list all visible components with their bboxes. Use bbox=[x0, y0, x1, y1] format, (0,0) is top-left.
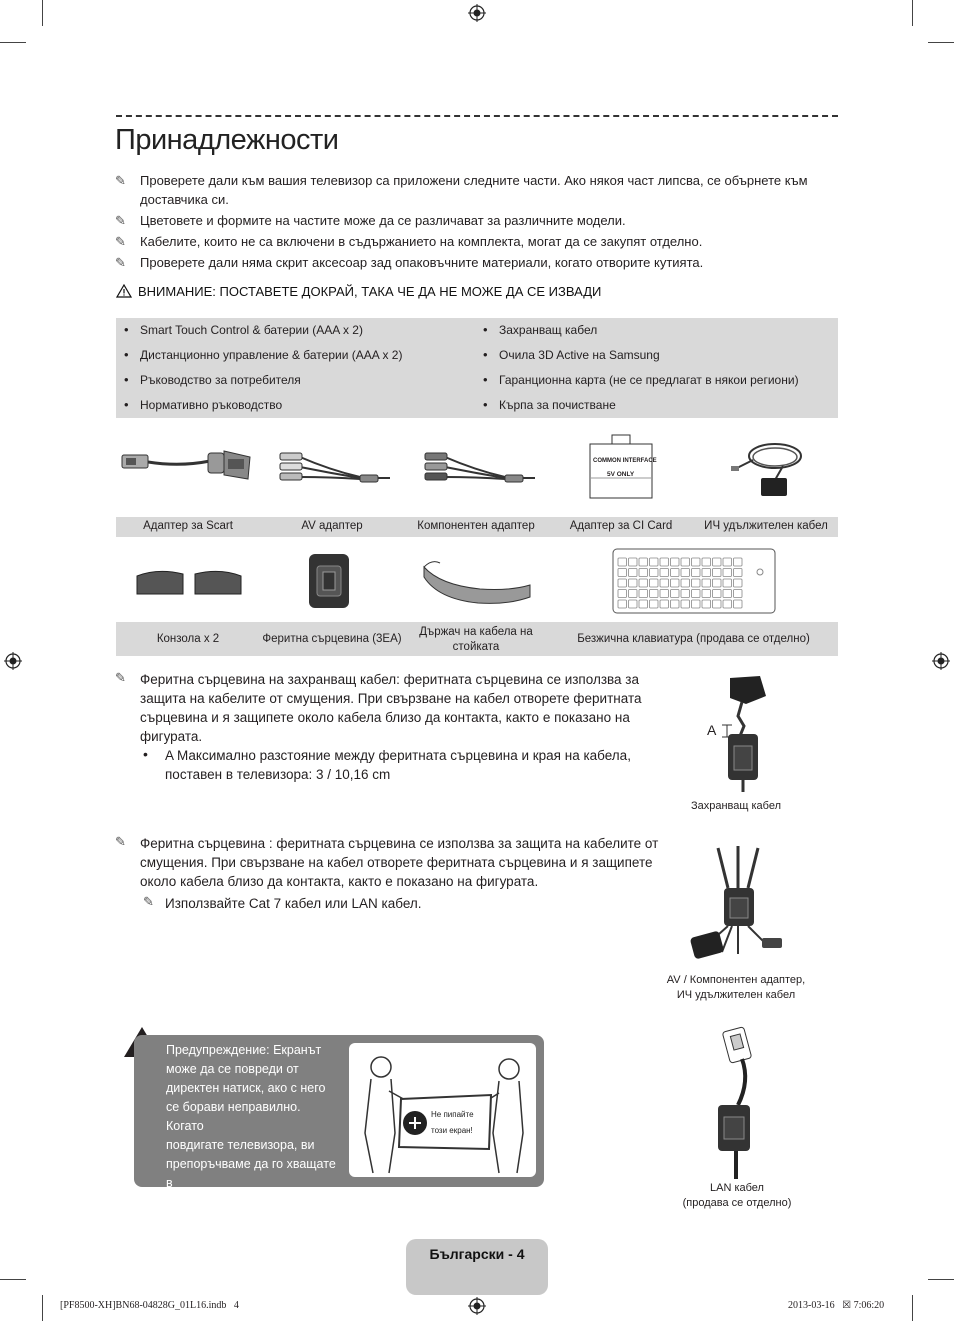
caption-component: Компонентен адаптер bbox=[417, 520, 535, 532]
registration-mark-icon bbox=[468, 1297, 486, 1315]
caption-ci-card: Адаптер за CI Card bbox=[569, 520, 673, 532]
bullet-icon: • bbox=[143, 746, 148, 762]
tv-handling-illustration bbox=[349, 1043, 536, 1177]
list-item: • Очила 3D Active на Samsung bbox=[499, 348, 660, 362]
figure-caption: (продава се отделно) bbox=[682, 1197, 792, 1209]
note-text: Цветовете и формите на частите може да се различават за различните модели. bbox=[140, 213, 626, 228]
caption-av: AV адаптер bbox=[301, 520, 363, 532]
dimension-marker bbox=[720, 724, 734, 738]
caption-bracket: Конзола x 2 bbox=[156, 633, 220, 645]
list-item: • Гаранционна карта (не се предлагат в някои региони) bbox=[499, 373, 799, 387]
crop-mark bbox=[928, 1279, 954, 1280]
page-number: Български - 4 bbox=[429, 1246, 525, 1262]
screen-warning-text: този екран! bbox=[431, 1126, 473, 1135]
ferrite-distance-text bbox=[165, 746, 631, 784]
list-item: • Кърпа за почистване bbox=[499, 398, 616, 412]
warning-line: се борави неправилно. Когато bbox=[166, 1100, 301, 1133]
ci-card-outline bbox=[588, 434, 654, 500]
pen-note-icon: ✎ bbox=[115, 234, 126, 249]
paragraph-line: Феритна сърцевина на захранващ кабел: феритната сърцевина се използва за bbox=[140, 672, 639, 687]
paragraph-line: сърцевина и я защипете около кабела близо да контакта, както е показано на bbox=[140, 710, 630, 725]
crop-mark bbox=[912, 0, 913, 26]
paragraph-line: смущения. При свързване на кабел отворете феритната сърцевина и я защипете bbox=[140, 855, 653, 870]
note-text: Проверете дали към вашия телевизор са приложени следните части. Ако някоя част липсва, се обърнете към bbox=[140, 173, 808, 188]
caption-ir-cable: ИЧ удължителен кабел bbox=[704, 520, 828, 532]
ferrite-core-image bbox=[305, 550, 353, 610]
cat7-note: Използвайте Cat 7 кабел или LAN кабел. bbox=[165, 896, 422, 911]
pen-note-icon: ✎ bbox=[115, 834, 126, 849]
caption-holder: Държач на кабела на bbox=[419, 626, 533, 638]
paragraph-line: A Максимално разстояние между феритната сърцевина и края на кабела, bbox=[165, 748, 631, 763]
warning-text bbox=[166, 1041, 338, 1212]
ferrite-av-text bbox=[140, 834, 658, 891]
bracket-image bbox=[133, 568, 245, 598]
caution-line bbox=[116, 284, 601, 299]
crop-mark bbox=[42, 1295, 43, 1321]
ci-card-adapter-image bbox=[588, 434, 657, 500]
note-text: Кабелите, които не са включени в съдържанието на комплекта, могат да се закупят отделно. bbox=[140, 234, 703, 249]
ci-card-label: COMMON INTERFACE bbox=[593, 458, 657, 464]
warning-triangle-icon bbox=[116, 284, 132, 298]
ferrite-power-text bbox=[140, 670, 642, 746]
note-text: доставчика си. bbox=[140, 192, 229, 207]
warning-line bbox=[166, 1041, 338, 1060]
note-item bbox=[115, 253, 815, 272]
registration-mark-icon bbox=[468, 4, 486, 22]
paragraph-line: Феритна сърцевина : феритната сърцевина се използва за защита на кабелите от bbox=[140, 836, 659, 851]
warning-line: повдигате телевизора, ви bbox=[166, 1138, 315, 1152]
screen-warning-text: Не пипайте bbox=[431, 1110, 474, 1119]
warning-box bbox=[134, 1035, 544, 1209]
caption-ferrite: Феритна сърцевина (3EA) bbox=[262, 633, 402, 645]
accessories-list-box bbox=[116, 318, 838, 418]
list-item: • Захранващ кабел bbox=[499, 323, 597, 337]
ir-extender-cable-image bbox=[725, 436, 805, 504]
warning-line: краищата, както е показно. bbox=[166, 1195, 323, 1209]
figure-caption: Захранващ кабел bbox=[690, 800, 782, 812]
cable-holder-image bbox=[420, 555, 535, 610]
warning-line: може да се повреди от bbox=[166, 1062, 299, 1076]
figure-caption: LAN кабел bbox=[710, 1182, 764, 1194]
wireless-keyboard-image bbox=[612, 548, 777, 614]
paragraph-line: фигурата. bbox=[140, 729, 203, 744]
note-item bbox=[115, 211, 815, 230]
paragraph-line: поставен в телевизора: 3 / 10,16 cm bbox=[165, 767, 391, 782]
crop-mark bbox=[0, 42, 26, 43]
lan-cable-ferrite-image bbox=[712, 1025, 762, 1179]
registration-mark-icon bbox=[932, 652, 950, 670]
warning-line: директен натиск, ако с него bbox=[166, 1081, 326, 1095]
note-item bbox=[115, 232, 815, 251]
section-divider bbox=[116, 115, 838, 117]
figure-caption: ИЧ удължителен кабел bbox=[676, 989, 796, 1001]
component-adapter-image bbox=[415, 445, 540, 490]
crop-mark bbox=[928, 42, 954, 43]
footer-file-info: [PF8500-XH]BN68-04828G_01L16.indb 4 bbox=[60, 1300, 239, 1311]
caption-scart: Адаптер за Scart bbox=[143, 520, 233, 532]
footer-timestamp: 2013-03-16 ☒ 7:06:20 bbox=[788, 1300, 885, 1311]
note-text: Проверете дали няма скрит аксесоар зад опаковъчните материали, когато отворите кутията. bbox=[140, 255, 704, 270]
pen-note-icon: ✎ bbox=[143, 894, 154, 909]
list-item: • Ръководство за потребителя bbox=[140, 373, 301, 387]
warning-line: препоръчваме да го хващате в bbox=[166, 1157, 336, 1190]
scart-adapter-image bbox=[120, 445, 255, 485]
list-item: • Smart Touch Control & батерии (AAA x 2) bbox=[140, 323, 363, 337]
crop-mark bbox=[0, 1279, 26, 1280]
list-item: • Дистанционно управление & батерии (AAA x 2) bbox=[140, 348, 402, 362]
ci-card-label: 5V ONLY bbox=[607, 471, 635, 478]
av-adapter-image bbox=[270, 445, 395, 490]
page-number-badge bbox=[406, 1239, 548, 1295]
pen-note-icon: ✎ bbox=[115, 255, 126, 270]
av-cable-ferrite-image bbox=[688, 842, 788, 964]
paragraph-line: около кабела близо да контакта, както е показано на фигурата. bbox=[140, 874, 539, 889]
page-title: Принадлежности bbox=[115, 124, 339, 156]
pen-note-icon: ✎ bbox=[115, 213, 126, 228]
pen-note-icon: ✎ bbox=[115, 670, 126, 685]
note-item bbox=[115, 171, 815, 209]
caution-text: ВНИМАНИЕ: ПОСТАВЕТЕ ДОКРАЙ, ТАКА ЧЕ ДА НЕ МОЖЕ ДА СЕ ИЗВАДИ bbox=[138, 284, 602, 299]
warning-label: Предупреждение bbox=[166, 1043, 267, 1057]
pen-note-icon: ✎ bbox=[115, 173, 126, 188]
registration-mark-icon bbox=[4, 652, 22, 670]
crop-mark bbox=[912, 1295, 913, 1321]
crop-mark bbox=[42, 0, 43, 26]
caption-holder: стойката bbox=[452, 641, 500, 653]
list-item: • Нормативно ръководство bbox=[140, 398, 282, 412]
dimension-label: A bbox=[707, 722, 717, 738]
paragraph-line: защита на кабелите от смущения. При свързване на кабел отворете феритната bbox=[140, 691, 642, 706]
caption-keyboard: Безжична клавиатура (продава се отделно) bbox=[577, 633, 810, 645]
figure-caption: AV / Компонентен адаптер, bbox=[666, 974, 806, 986]
warning-line-text: : Екранът bbox=[266, 1043, 322, 1057]
